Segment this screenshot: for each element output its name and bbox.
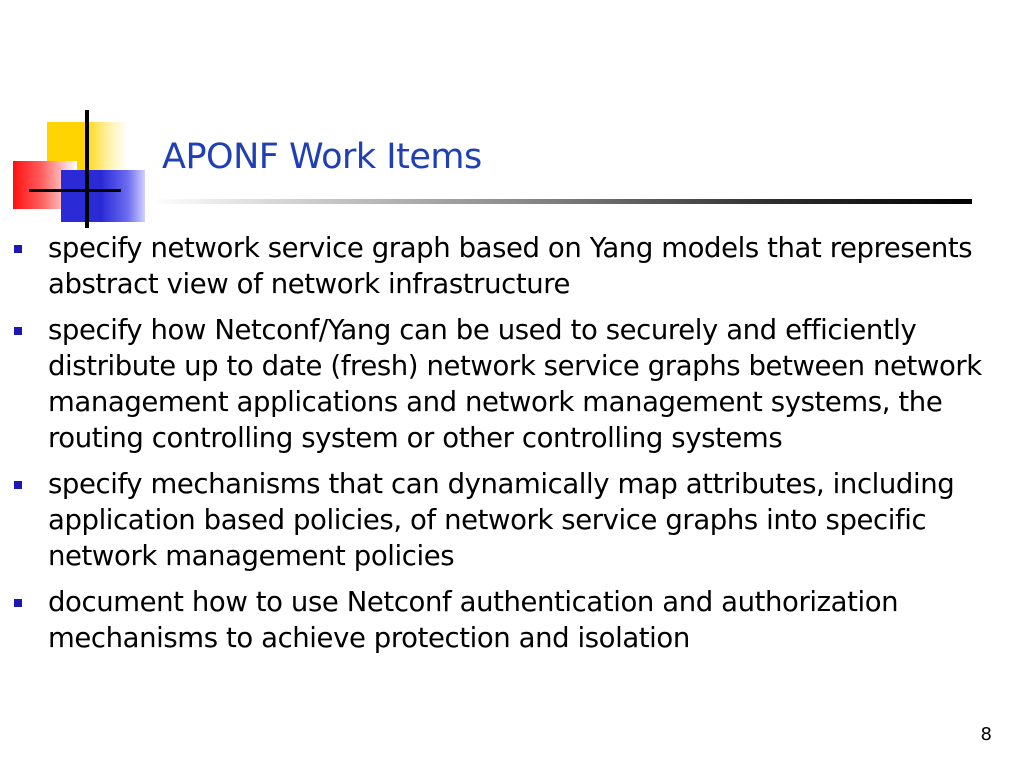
square-bullet-icon <box>14 481 22 489</box>
title-divider <box>150 199 972 204</box>
logo-vertical-line <box>85 110 89 228</box>
page-number: 8 <box>980 724 992 745</box>
bullet-item <box>0 230 1010 302</box>
bullet-list <box>0 230 1010 666</box>
logo-horizontal-line <box>29 189 121 192</box>
blue-square-gradient-icon <box>101 170 145 222</box>
bullet-text: specify mechanisms that can dynamically map attributes, including application based policies, of network service graphs into specific network management policies <box>48 468 955 572</box>
square-bullet-icon <box>14 327 22 335</box>
bullet-item <box>0 466 1010 574</box>
bullet-item <box>0 312 1010 456</box>
blue-square-icon <box>61 170 101 222</box>
square-bullet-icon <box>14 245 22 253</box>
colored-squares-logo-icon <box>0 0 150 230</box>
bullet-text: document how to use Netconf authentication and authorization mechanisms to achieve protection and isolation <box>48 586 899 654</box>
bullet-item <box>0 584 1010 656</box>
slide-title: APONF Work Items <box>162 137 482 177</box>
bullet-text: specify network service graph based on Yang models that represents abstract view of network infrastructure <box>48 232 973 300</box>
square-bullet-icon <box>14 599 22 607</box>
bullet-text: specify how Netconf/Yang can be used to securely and efficiently distribute up to date (fresh) network service graphs between network management applications and network management systems, the routing controlling system or other controlling systems <box>48 314 982 454</box>
